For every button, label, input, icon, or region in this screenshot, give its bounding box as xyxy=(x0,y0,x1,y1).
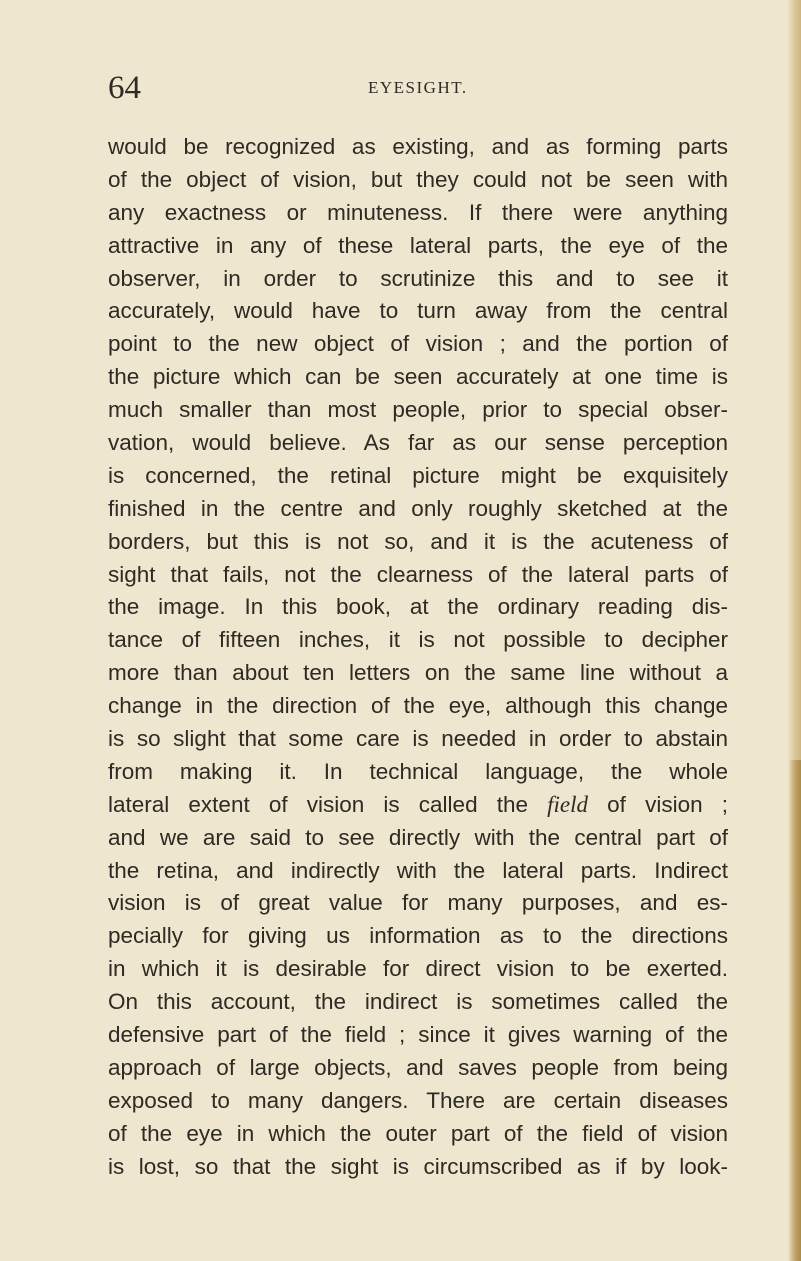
text-line-25: pecially for giving us information as to the directions xyxy=(108,923,728,949)
text-line-21-end: of vision ; xyxy=(607,791,728,817)
text-line-17: more than about ten letters on the same line without a xyxy=(108,660,728,686)
text-line-31: of the eye in which the outer part of the field of vision xyxy=(108,1120,728,1146)
text-line-30: exposed to many dangers. There are certain diseases xyxy=(108,1087,728,1113)
text-line-13: borders, but this is not so, and it is the acuteness of xyxy=(108,528,728,554)
text-line-22: and we are said to see directly with the central part of xyxy=(108,824,728,850)
text-line-29: approach of large objects, and saves people from being xyxy=(108,1054,728,1080)
text-line-16: tance of fifteen inches, it is not possible to decipher xyxy=(108,627,728,653)
text-line-21-start: lateral extent of vision is called the xyxy=(108,791,528,817)
text-line-7: point to the new object of vision ; and the portion of xyxy=(108,331,728,357)
text-line-27: On this account, the indirect is sometimes called the xyxy=(108,989,728,1015)
text-line-3: any exactness or minuteness. If there were anything xyxy=(108,199,728,225)
text-line-23: the retina, and indirectly with the lateral parts. Indirect xyxy=(108,857,728,883)
text-line-19: is so slight that some care is needed in order to abstain xyxy=(108,726,728,752)
text-line-18: change in the direction of the eye, although this change xyxy=(108,693,728,719)
italic-term-field: field xyxy=(547,791,589,817)
text-line-11: is concerned, the retinal picture might be exquisitely xyxy=(108,462,728,488)
text-line-5: observer, in order to scrutinize this and to see it xyxy=(108,265,728,291)
text-line-6: accurately, would have to turn away from the central xyxy=(108,298,728,324)
text-line-10: vation, would believe. As far as our sense perception xyxy=(108,430,728,456)
text-line-8: the picture which can be seen accurately at one time is xyxy=(108,364,728,390)
running-head xyxy=(108,70,728,110)
text-line-9: much smaller than most people, prior to special obser- xyxy=(108,397,728,423)
page-edge-stain xyxy=(789,760,801,1261)
text-line-2: of the object of vision, but they could not be seen with xyxy=(108,166,728,192)
text-line-28: defensive part of the field ; since it gives warning of the xyxy=(108,1022,728,1048)
text-line-14: sight that fails, not the clearness of the lateral parts of xyxy=(108,561,728,587)
text-line-15: the image. In this book, at the ordinary reading dis- xyxy=(108,594,728,620)
text-line-26: in which it is desirable for direct vision to be exerted. xyxy=(108,956,728,982)
text-line-4: attractive in any of these lateral parts, the eye of the xyxy=(108,232,728,258)
page-number: 64 xyxy=(108,70,141,106)
text-line-32: is lost, so that the sight is circumscribed as if by look- xyxy=(108,1153,728,1179)
text-line-20: from making it. In technical language, the whole xyxy=(108,758,728,784)
text-line-24: vision is of great value for many purposes, and es- xyxy=(108,890,728,916)
text-line-1: would be recognized as existing, and as forming parts xyxy=(108,134,728,159)
text-line-12: finished in the centre and only roughly sketched at the xyxy=(108,495,728,521)
body-text xyxy=(108,131,728,1184)
text-line-21 xyxy=(108,789,728,822)
running-title: EYESIGHT. xyxy=(368,78,468,97)
